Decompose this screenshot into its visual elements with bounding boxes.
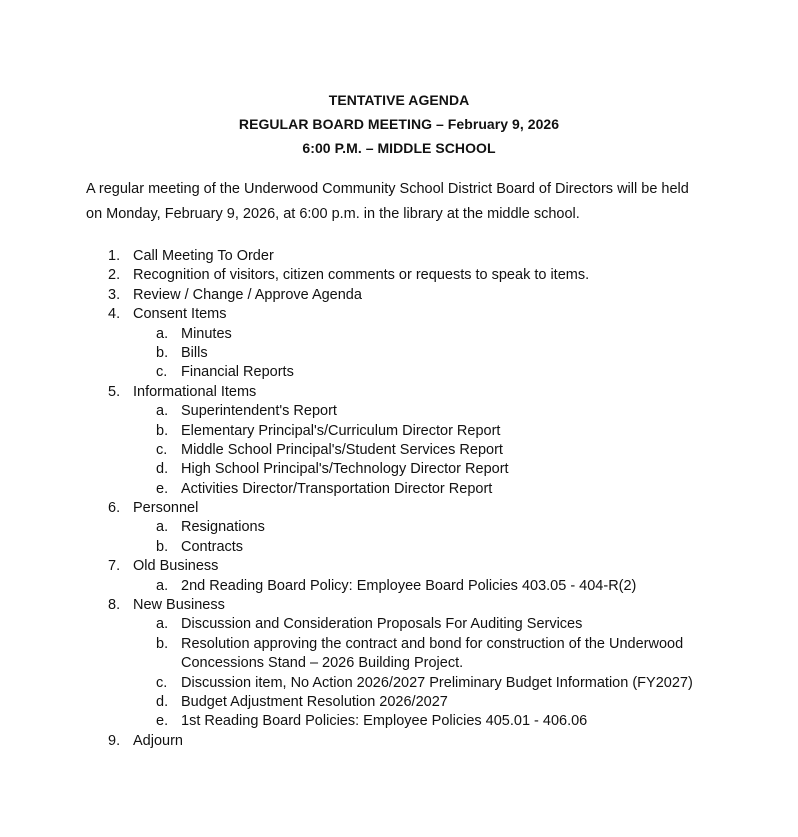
agenda-item-number: 8. xyxy=(108,597,121,614)
agenda-item xyxy=(0,732,798,751)
agenda-item xyxy=(0,266,798,285)
intro-line: A regular meeting of the Underwood Community School District Board of Directors will be held xyxy=(86,181,689,197)
agenda-item xyxy=(0,286,798,305)
agenda-item-text: Informational Items xyxy=(133,383,257,400)
agenda-subitem-letter: c. xyxy=(156,674,168,691)
agenda-item-number: 4. xyxy=(108,306,121,323)
agenda-subitem-text: Middle School Principal's/Student Services Report xyxy=(181,441,503,458)
agenda-subitem-text: Resolution approving the contract and bond for construction of the Underwood xyxy=(181,635,684,652)
agenda-item xyxy=(0,557,798,576)
agenda-item-text: Personnel xyxy=(133,500,199,517)
agenda-subitem-letter: b. xyxy=(156,344,169,361)
agenda-subitem xyxy=(0,480,798,499)
document-title: TENTATIVE AGENDA xyxy=(328,92,470,108)
agenda-item-number: 5. xyxy=(108,383,121,400)
agenda-header xyxy=(0,88,798,160)
agenda-subitem-text: Budget Adjustment Resolution 2026/2027 xyxy=(181,693,448,710)
agenda-subitem-letter: d. xyxy=(156,693,169,710)
agenda-item-number: 6. xyxy=(108,500,121,517)
agenda-item-text: Recognition of visitors, citizen comments or requests to speak to items. xyxy=(133,267,590,284)
agenda-subitem xyxy=(0,402,798,421)
meeting-time-location: 6:00 P.M. – MIDDLE SCHOOL xyxy=(302,140,496,156)
agenda-item xyxy=(0,596,798,615)
agenda-subitem xyxy=(0,577,798,596)
agenda-subitem xyxy=(0,344,798,363)
agenda-subitem xyxy=(0,538,798,557)
agenda-item-text: Call Meeting To Order xyxy=(133,248,274,264)
agenda-subitem-text: Bills xyxy=(181,344,208,361)
agenda-subitem-letter: e. xyxy=(156,480,169,497)
agenda-subitem xyxy=(0,635,798,654)
agenda-item-text: Consent Items xyxy=(133,306,227,323)
agenda-subitem xyxy=(0,325,798,344)
agenda-subitem xyxy=(0,712,798,731)
agenda-item-number: 2. xyxy=(108,267,121,284)
agenda-subitem-text: 2nd Reading Board Policy: Employee Board Policies 403.05 - 404-R(2) xyxy=(181,577,637,594)
agenda-subitem-text: Elementary Principal's/Curriculum Director Report xyxy=(181,422,501,439)
agenda-subitem-letter: d. xyxy=(156,461,169,478)
agenda-item-text: New Business xyxy=(133,597,225,614)
agenda-subitem-text: Resignations xyxy=(181,519,265,536)
agenda-item xyxy=(0,305,798,324)
agenda-item xyxy=(0,383,798,402)
intro-paragraph xyxy=(86,177,726,227)
agenda-subitem-letter: e. xyxy=(156,713,169,730)
agenda-list xyxy=(0,247,798,751)
agenda-subitem-letter: a. xyxy=(156,616,169,633)
agenda-subitem-letter: c. xyxy=(156,364,168,381)
agenda-subitem-letter: a. xyxy=(156,325,169,342)
agenda-subitem-text: High School Principal's/Technology Director Report xyxy=(181,461,509,478)
agenda-subitem xyxy=(0,615,798,634)
agenda-subitem-letter: a. xyxy=(156,403,169,420)
intro-line: on Monday, February 9, 2026, at 6:00 p.m. in the library at the middle school. xyxy=(86,206,580,222)
agenda-item-number: 3. xyxy=(108,286,121,303)
agenda-item xyxy=(0,499,798,518)
agenda-item-number: 7. xyxy=(108,558,121,575)
agenda-subitem-letter: b. xyxy=(156,422,169,439)
agenda-subitem-text: Concessions Stand – 2026 Building Project. xyxy=(181,655,464,672)
agenda-subitem-letter: b. xyxy=(156,635,169,652)
agenda-subitem-text: Discussion item, No Action 2026/2027 Preliminary Budget Information (FY2027) xyxy=(181,674,693,691)
meeting-title: REGULAR BOARD MEETING – February 9, 2026 xyxy=(238,116,560,132)
agenda-subitem-text: Financial Reports xyxy=(181,364,294,381)
agenda-subitem xyxy=(0,363,798,382)
agenda-subitem-continuation xyxy=(0,654,798,673)
agenda-subitem-letter: b. xyxy=(156,538,169,555)
agenda-subitem-text: Minutes xyxy=(181,325,232,342)
agenda-subitem-text: Activities Director/Transportation Director Report xyxy=(181,480,493,497)
agenda-subitem-text: 1st Reading Board Policies: Employee Policies 405.01 - 406.06 xyxy=(181,713,588,730)
agenda-subitem xyxy=(0,441,798,460)
agenda-item xyxy=(0,247,798,266)
agenda-subitem-text: Superintendent's Report xyxy=(181,403,337,420)
agenda-subitem xyxy=(0,460,798,479)
agenda-subitem-letter: a. xyxy=(156,519,169,536)
agenda-subitem xyxy=(0,422,798,441)
agenda-subitem xyxy=(0,693,798,712)
agenda-subitem xyxy=(0,518,798,537)
agenda-subitem-letter: c. xyxy=(156,441,168,458)
agenda-subitem xyxy=(0,674,798,693)
agenda-subitem-text: Contracts xyxy=(181,538,244,555)
agenda-item-text: Adjourn xyxy=(133,732,183,749)
agenda-item-text: Old Business xyxy=(133,558,219,575)
agenda-item-number: 1. xyxy=(108,248,121,264)
agenda-subitem-letter: a. xyxy=(156,577,169,594)
agenda-item-number: 9. xyxy=(108,732,121,749)
agenda-item-text: Review / Change / Approve Agenda xyxy=(133,286,362,303)
agenda-subitem-text: Discussion and Consideration Proposals For Auditing Services xyxy=(181,616,583,633)
